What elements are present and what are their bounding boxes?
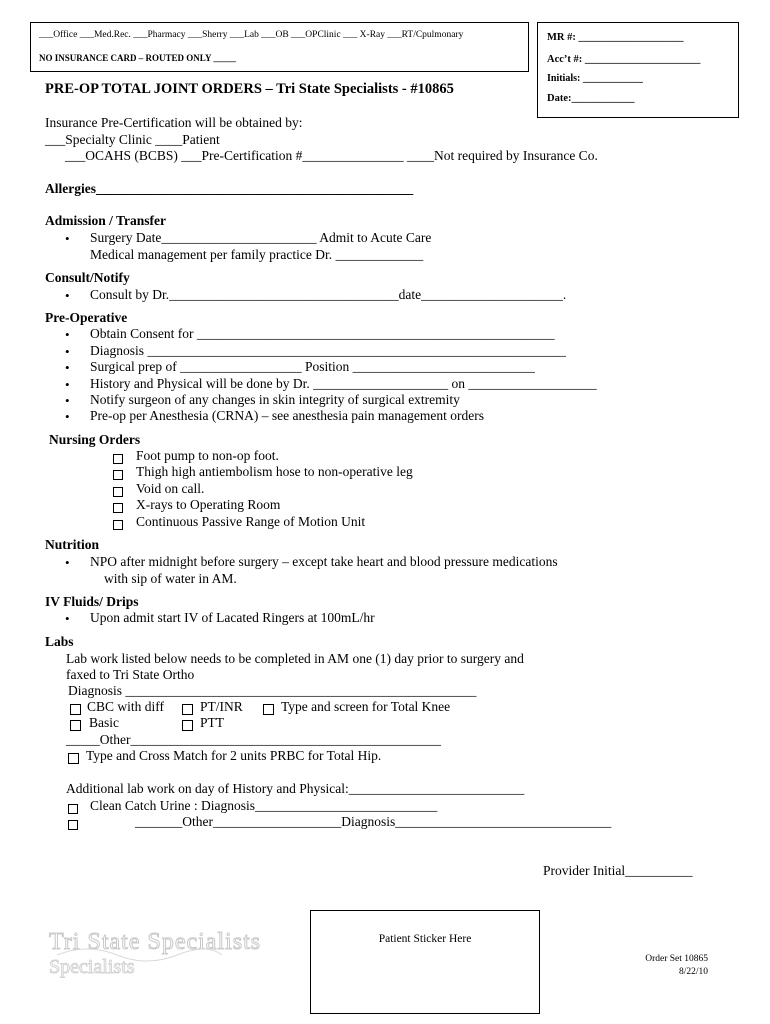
- preop-item[interactable]: Obtain Consent for _____________________________________________________: [90, 326, 555, 341]
- lab-type-screen: Type and screen for Total Knee: [281, 699, 451, 714]
- lab-type-cross: Type and Cross Match for 2 units PRBC for Total Hip.: [86, 748, 382, 763]
- svg-text:Specialists: Specialists: [49, 956, 135, 978]
- no-insurance-line: NO INSURANCE CARD – ROUTED ONLY _____: [39, 53, 236, 63]
- bullet-icon: •: [65, 327, 70, 342]
- checkbox-icon[interactable]: [68, 751, 79, 769]
- initials-field[interactable]: Initials: ____________: [547, 73, 643, 84]
- patient-id-box: [537, 22, 739, 118]
- labs-heading: Labs: [45, 634, 74, 649]
- logo-wordmark: Tri State Specialists: [49, 929, 262, 955]
- checkbox-icon[interactable]: [68, 818, 78, 836]
- additional-lab-field[interactable]: Additional lab work on day of History and Physical:__________________________: [66, 781, 525, 796]
- bullet-icon: •: [65, 555, 70, 570]
- page-title: PRE-OP TOTAL JOINT ORDERS – Tri State Specialists - #10865: [45, 81, 454, 97]
- nursing-item: Thigh high antiembolism hose to non-operative leg: [136, 464, 413, 479]
- insurance-obtained-by[interactable]: ___Specialty Clinic ____Patient: [45, 132, 220, 147]
- bullet-icon: •: [65, 288, 70, 303]
- bullet-icon: •: [65, 393, 70, 408]
- insurance-precert-line: Insurance Pre-Certification will be obtained by:: [45, 115, 303, 130]
- provider-initial-field[interactable]: Provider Initial__________: [543, 863, 693, 878]
- bullet-icon: •: [65, 409, 70, 424]
- preop-item[interactable]: Surgical prep of __________________ Position ___________________________: [90, 359, 535, 374]
- nursing-heading: Nursing Orders: [49, 432, 141, 447]
- date-field[interactable]: Date:____________: [547, 93, 635, 104]
- patient-sticker-label: Patient Sticker Here: [378, 933, 472, 945]
- mr-number-field[interactable]: MR #: ____________________: [547, 32, 684, 43]
- logo-graphic: [47, 925, 262, 980]
- order-set-number: Order Set 10865: [645, 954, 708, 964]
- nursing-item: Foot pump to non-op foot.: [136, 448, 279, 463]
- preop-item: Notify surgeon of any changes in skin integrity of surgical extremity: [90, 392, 460, 407]
- bullet-icon: •: [65, 344, 70, 359]
- lab-basic: Basic: [89, 715, 119, 730]
- lab-ptt: PTT: [200, 715, 225, 730]
- consult-heading: Consult/Notify: [45, 270, 130, 285]
- nursing-item: X-rays to Operating Room: [136, 497, 281, 512]
- preop-heading: Pre-Operative: [45, 310, 128, 325]
- consult-line[interactable]: Consult by Dr.__________________________________date_____________________.: [90, 287, 567, 302]
- nursing-item: Void on call.: [136, 481, 205, 496]
- preop-item[interactable]: Diagnosis ______________________________________________________________: [90, 343, 566, 358]
- checkbox-icon[interactable]: [113, 518, 123, 536]
- nutrition-line: NPO after midnight before surgery – except take heart and blood pressure medications: [90, 554, 558, 569]
- checkbox-icon[interactable]: [263, 702, 274, 720]
- labs-intro: Lab work listed below needs to be completed in AM one (1) day prior to surgery and: [66, 651, 524, 666]
- labs-intro-cont: faxed to Tri State Ortho: [66, 667, 195, 682]
- clean-catch-urine[interactable]: Clean Catch Urine : Diagnosis___________________________: [90, 798, 438, 813]
- medical-management-line[interactable]: Medical management per family practice Dr. _____________: [90, 247, 424, 262]
- order-set-date: 8/22/10: [678, 967, 708, 977]
- surgery-date-line[interactable]: Surgery Date_______________________ Admit to Acute Care: [90, 230, 432, 245]
- bullet-icon: •: [65, 360, 70, 375]
- lab-other-field[interactable]: _____Other______________________________________________: [66, 732, 441, 747]
- lab-cbc: CBC with diff: [87, 699, 165, 714]
- patient-sticker-box: [310, 910, 540, 1014]
- preop-item[interactable]: History and Physical will be done by Dr. ____________________ on ___________________: [90, 376, 597, 391]
- iv-heading: IV Fluids/ Drips: [45, 594, 139, 609]
- bullet-icon: •: [65, 231, 70, 246]
- tri-state-logo: [47, 925, 262, 980]
- department-routing-line: ___Office ___Med.Rec. ___Pharmacy ___Sherry ___Lab ___OB ___OPClinic ___ X-Ray ___RT/Cpulmonary: [39, 30, 464, 40]
- insurance-options[interactable]: ___OCAHS (BCBS) ___Pre-Certification #_______________ ____Not required by Insurance Co.: [65, 148, 598, 163]
- preop-item: Pre-op per Anesthesia (CRNA) – see anesthesia pain management orders: [90, 408, 485, 423]
- iv-line: Upon admit start IV of Lacated Ringers at 100mL/hr: [90, 610, 375, 625]
- routing-box: [30, 22, 529, 72]
- other-diagnosis-field[interactable]: _______Other___________________Diagnosis________________________________: [135, 814, 612, 829]
- checkbox-icon[interactable]: [113, 501, 123, 519]
- nutrition-heading: Nutrition: [45, 537, 99, 552]
- nursing-item: Continuous Passive Range of Motion Unit: [136, 514, 366, 529]
- checkbox-icon[interactable]: [113, 468, 123, 486]
- account-number-field[interactable]: Acc’t #: ______________________: [547, 54, 701, 65]
- bullet-icon: •: [65, 611, 70, 626]
- labs-diagnosis-field[interactable]: Diagnosis ____________________________________________________: [68, 683, 477, 698]
- lab-ptinr: PT/INR: [200, 699, 243, 714]
- admission-heading: Admission / Transfer: [45, 213, 167, 228]
- nutrition-line-cont: with sip of water in AM.: [104, 571, 237, 586]
- bullet-icon: •: [65, 377, 70, 392]
- allergies-field[interactable]: Allergies_______________________________________________: [45, 181, 414, 196]
